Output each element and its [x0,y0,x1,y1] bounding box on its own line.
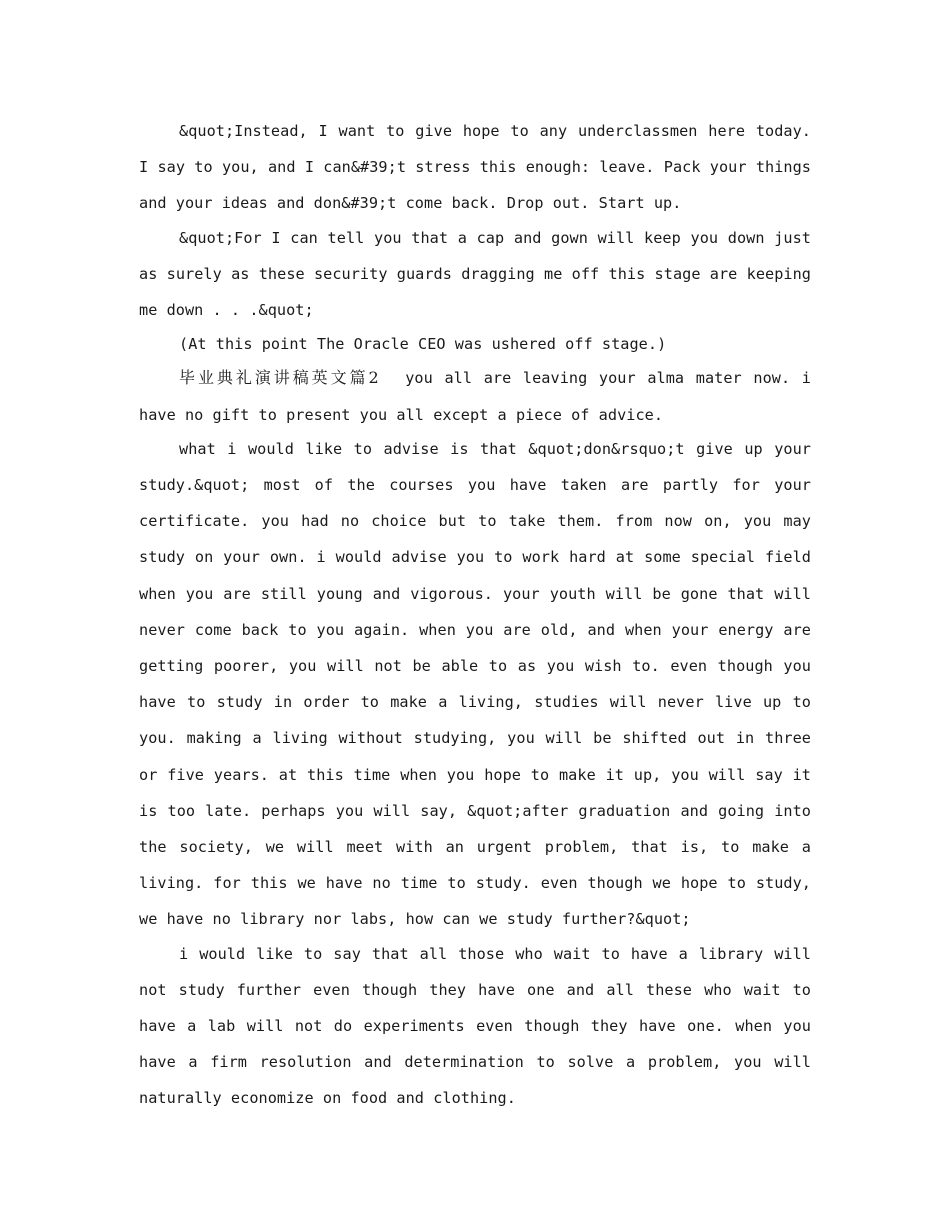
section-heading: 毕业典礼演讲稿英文篇2 [179,368,380,388]
paragraph-library-lab: i would like to say that all those who wait to have a library will not study further even though they have one and all these who wait to have a lab will not do experiments even though they have one. when you have a firm resolution and determination to solve a problem, you will naturally economize on food and clothing. [139,944,811,1108]
section-first-text: you all are leaving your alma mater now. i have no gift to present you all except a piece of advice. [139,369,811,424]
section-two-intro [139,360,811,432]
paragraph-ushered-off: (At this point The Oracle CEO was ushered off stage.) [179,335,667,354]
paragraph-instead: &quot;Instead, I want to give hope to any underclassmen here today. I say to you, and I can&#39;t stress this enough: leave. Pack your things and your ideas and don&#39;t come back. Drop out. Start up. [139,122,811,213]
document-body [139,113,811,1117]
paragraph-cap-and-gown: &quot;For I can tell you that a cap and gown will keep you down just as surely as these security guards dragging me off this stage are keeping me down . . .&quot; [139,228,811,320]
paragraph-advice: what i would like to advise is that &quot;don&rsquo;t give up your study.&quot; most of the courses you have taken are partly for your certificate. you had no choice but to take them. from now on, you may study on your own. i would advise you to work hard at some special field when you are still young and vigorous. your youth will be gone that will never come back to you again. when you are old, and when your energy are getting poorer, you will not be able to as you wish to. even though you have to study in order to make a living, studies will never live up to you. making a living without studying, you will be shifted out in three or five years. at this time when you hope to make it up, you will say it is too late. perhaps you will say, &quot;after graduation and going into the society, we will meet with an urgent problem, that is, to make a living. for this we have no time to study. even though we hope to study, we have no library nor labs, how can we study further?&quot; [139,439,811,929]
